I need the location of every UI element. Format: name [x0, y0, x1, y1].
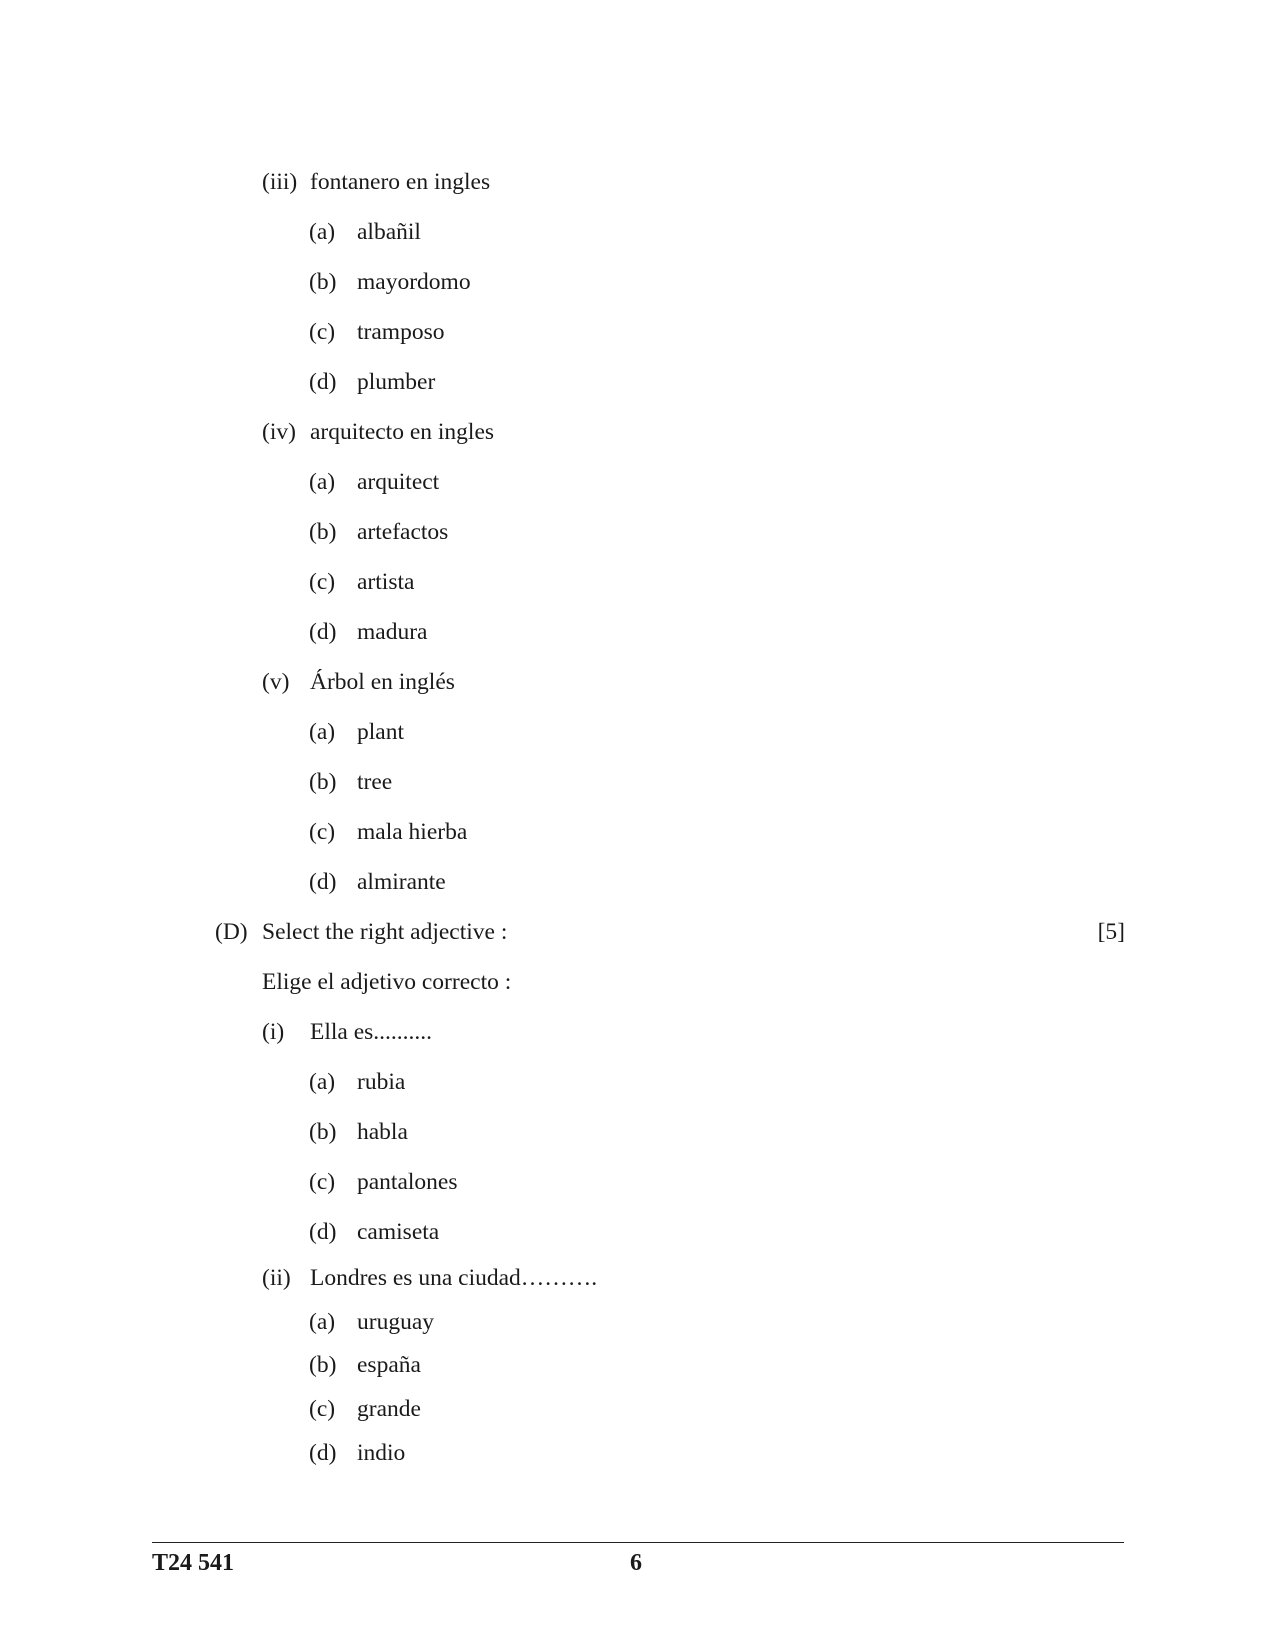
option-text: camiseta: [357, 1219, 440, 1245]
option-text: almirante: [357, 869, 446, 895]
option-text: tree: [357, 769, 393, 795]
option-text: uruguay: [357, 1309, 435, 1335]
option-marker: (a): [309, 469, 336, 495]
option-text: grande: [357, 1396, 421, 1422]
option-text: artista: [357, 569, 415, 595]
question-marker: (iii): [262, 169, 298, 195]
question-text: fontanero en ingles: [310, 169, 491, 195]
paper-code: T24 541: [152, 1550, 235, 1576]
section-marker: (D): [215, 919, 248, 945]
question-marker: (i): [262, 1019, 285, 1045]
instruction-es-text: Elige el adjetivo correcto :: [262, 969, 512, 995]
question-text: Ella es..........: [310, 1019, 433, 1045]
option-text: rubia: [357, 1069, 406, 1095]
marks-allocation: [5]: [1097, 919, 1125, 945]
option-text: españa: [357, 1352, 421, 1378]
option-marker: (c): [309, 1396, 336, 1422]
option-text: mala hierba: [357, 819, 468, 845]
option-text: albañil: [357, 219, 421, 245]
option-marker: (a): [309, 1309, 336, 1335]
question-text: arquitecto en ingles: [310, 419, 495, 445]
question-marker: (iv): [262, 419, 296, 445]
option-text: indio: [357, 1440, 406, 1466]
option-text: plumber: [357, 369, 436, 395]
question-marker: (ii): [262, 1265, 291, 1291]
footer-rule: [152, 1542, 1124, 1543]
option-marker: (c): [309, 819, 336, 845]
option-text: madura: [357, 619, 428, 645]
option-marker: (b): [309, 269, 337, 295]
option-marker: (c): [309, 319, 336, 345]
option-marker: (b): [309, 1119, 337, 1145]
option-marker: (c): [309, 569, 336, 595]
option-marker: (b): [309, 519, 337, 545]
option-text: mayordomo: [357, 269, 471, 295]
option-text: pantalones: [357, 1169, 458, 1195]
option-marker: (d): [309, 619, 337, 645]
option-marker: (b): [309, 769, 337, 795]
question-text: Londres es una ciudad……….: [310, 1265, 598, 1291]
section-instruction: Select the right adjective :: [262, 919, 508, 945]
page-number: 6: [630, 1550, 642, 1576]
option-marker: (c): [309, 1169, 336, 1195]
option-marker: (d): [309, 1440, 337, 1466]
question-text: Árbol en inglés: [310, 669, 455, 695]
option-marker: (a): [309, 719, 336, 745]
option-marker: (d): [309, 1219, 337, 1245]
option-marker: (d): [309, 369, 337, 395]
option-text: artefactos: [357, 519, 449, 545]
option-marker: (d): [309, 869, 337, 895]
question-marker: (v): [262, 669, 290, 695]
option-marker: (b): [309, 1352, 337, 1378]
option-text: plant: [357, 719, 404, 745]
option-text: arquitect: [357, 469, 440, 495]
option-marker: (a): [309, 219, 336, 245]
option-marker: (a): [309, 1069, 336, 1095]
option-text: tramposo: [357, 319, 445, 345]
option-text: habla: [357, 1119, 408, 1145]
